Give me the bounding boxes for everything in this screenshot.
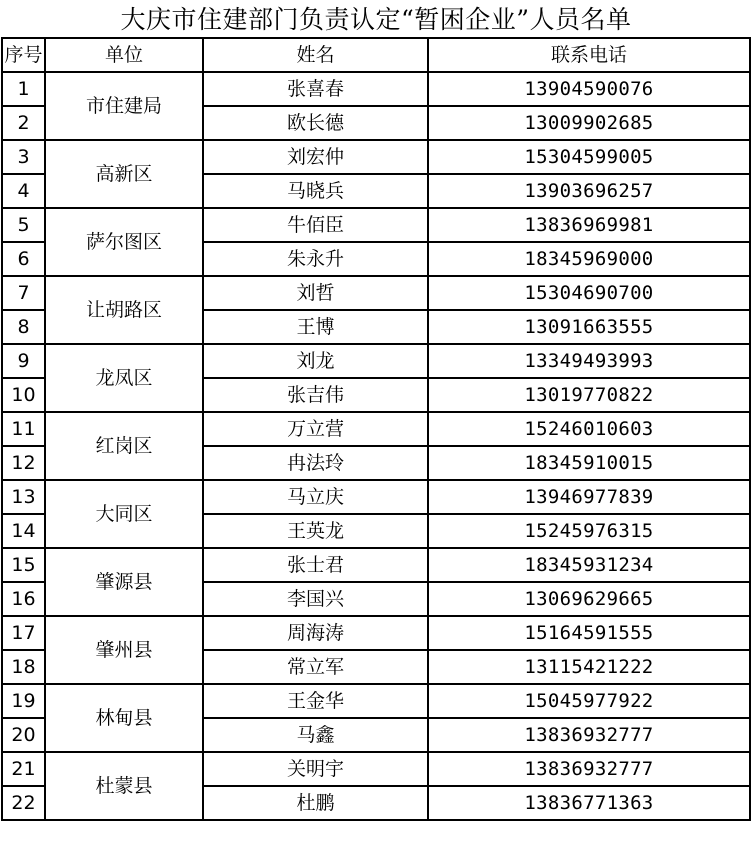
- person-name: 刘哲: [203, 276, 428, 310]
- unit-cell: 萨尔图区: [45, 208, 203, 276]
- row-number: 16: [2, 582, 45, 616]
- phone-number: 13836932777: [428, 752, 750, 786]
- row-number: 10: [2, 378, 45, 412]
- personnel-table: [1, 37, 751, 821]
- phone-number: 15245976315: [428, 514, 750, 548]
- unit-cell: 市住建局: [45, 72, 203, 140]
- row-number: 11: [2, 412, 45, 446]
- phone-number: 13904590076: [428, 72, 750, 106]
- person-name: 刘龙: [203, 344, 428, 378]
- person-name: 欧长德: [203, 106, 428, 140]
- phone-number: 13349493993: [428, 344, 750, 378]
- unit-cell: 龙凤区: [45, 344, 203, 412]
- person-name: 关明宇: [203, 752, 428, 786]
- phone-number: 13069629665: [428, 582, 750, 616]
- row-number: 7: [2, 276, 45, 310]
- header-unit: 单位: [45, 38, 203, 72]
- phone-number: 18345931234: [428, 548, 750, 582]
- row-number: 8: [2, 310, 45, 344]
- phone-number: 13019770822: [428, 378, 750, 412]
- row-number: 13: [2, 480, 45, 514]
- phone-number: 15304599005: [428, 140, 750, 174]
- row-number: 3: [2, 140, 45, 174]
- unit-cell: 红岗区: [45, 412, 203, 480]
- person-name: 张吉伟: [203, 378, 428, 412]
- phone-number: 13009902685: [428, 106, 750, 140]
- person-name: 周海涛: [203, 616, 428, 650]
- table-row: [2, 752, 750, 786]
- person-name: 马晓兵: [203, 174, 428, 208]
- table-row: [2, 480, 750, 514]
- person-name: 牛佰臣: [203, 208, 428, 242]
- phone-number: 13836771363: [428, 786, 750, 820]
- row-number: 20: [2, 718, 45, 752]
- table-row: [2, 548, 750, 582]
- unit-cell: 大同区: [45, 480, 203, 548]
- table-row: [2, 276, 750, 310]
- table-row: [2, 412, 750, 446]
- phone-number: 18345910015: [428, 446, 750, 480]
- row-number: 9: [2, 344, 45, 378]
- row-number: 17: [2, 616, 45, 650]
- unit-cell: 林甸县: [45, 684, 203, 752]
- person-name: 张喜春: [203, 72, 428, 106]
- person-name: 王英龙: [203, 514, 428, 548]
- person-name: 王博: [203, 310, 428, 344]
- phone-number: 15304690700: [428, 276, 750, 310]
- phone-number: 13115421222: [428, 650, 750, 684]
- row-number: 2: [2, 106, 45, 140]
- row-number: 22: [2, 786, 45, 820]
- phone-number: 18345969000: [428, 242, 750, 276]
- person-name: 万立营: [203, 412, 428, 446]
- row-number: 6: [2, 242, 45, 276]
- row-number: 19: [2, 684, 45, 718]
- header-phone: 联系电话: [428, 38, 750, 72]
- person-name: 杜鹏: [203, 786, 428, 820]
- phone-number: 13836932777: [428, 718, 750, 752]
- table-row: [2, 208, 750, 242]
- header-name: 姓名: [203, 38, 428, 72]
- phone-number: 13903696257: [428, 174, 750, 208]
- phone-number: 13946977839: [428, 480, 750, 514]
- row-number: 12: [2, 446, 45, 480]
- row-number: 4: [2, 174, 45, 208]
- table-row: [2, 684, 750, 718]
- person-name: 李国兴: [203, 582, 428, 616]
- unit-cell: 肇州县: [45, 616, 203, 684]
- table-row: [2, 344, 750, 378]
- person-name: 常立军: [203, 650, 428, 684]
- row-number: 21: [2, 752, 45, 786]
- table-row: [2, 140, 750, 174]
- table-body: [2, 72, 750, 820]
- row-number: 15: [2, 548, 45, 582]
- unit-cell: 杜蒙县: [45, 752, 203, 820]
- page-title: 大庆市住建部门负责认定“暂困企业”人员名单: [120, 5, 632, 34]
- row-number: 5: [2, 208, 45, 242]
- table-row: [2, 72, 750, 106]
- person-name: 张士君: [203, 548, 428, 582]
- person-name: 王金华: [203, 684, 428, 718]
- phone-number: 13091663555: [428, 310, 750, 344]
- person-name: 马鑫: [203, 718, 428, 752]
- phone-number: 13836969981: [428, 208, 750, 242]
- unit-cell: 肇源县: [45, 548, 203, 616]
- phone-number: 15045977922: [428, 684, 750, 718]
- table-header-row: [2, 38, 750, 72]
- unit-cell: 高新区: [45, 140, 203, 208]
- row-number: 1: [2, 72, 45, 106]
- person-name: 刘宏仲: [203, 140, 428, 174]
- phone-number: 15164591555: [428, 616, 750, 650]
- person-name: 冉法玲: [203, 446, 428, 480]
- header-no: 序号: [2, 38, 45, 72]
- table-row: [2, 616, 750, 650]
- row-number: 18: [2, 650, 45, 684]
- person-name: 朱永升: [203, 242, 428, 276]
- row-number: 14: [2, 514, 45, 548]
- phone-number: 15246010603: [428, 412, 750, 446]
- person-name: 马立庆: [203, 480, 428, 514]
- unit-cell: 让胡路区: [45, 276, 203, 344]
